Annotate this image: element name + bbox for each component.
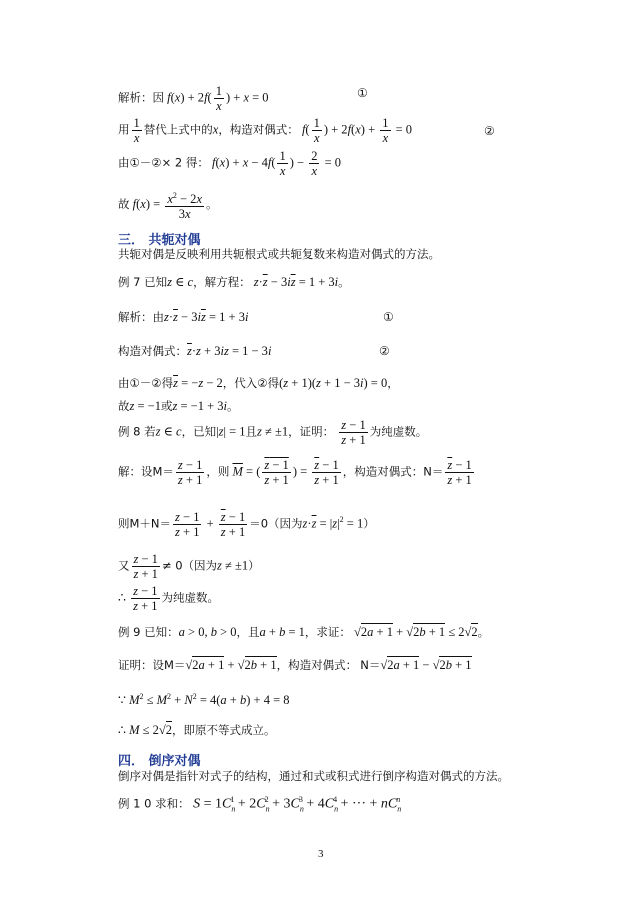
section-4-heading: 四． 倒序对偶 [118, 754, 201, 769]
example-7-statement: 例 7 已知z ∈ c，解方程： $z\cdot\overline{z} - 3i\overline{z} = 1 + 3i$。 [118, 275, 350, 289]
example-9-statement: 例 9 已知：a > 0, b > 0，且a + b = 1，求证： √2a + 1 + √2b + 1 ≤ 2√2。 [118, 625, 490, 639]
example-7-derivation: 由①－②得$\overline{z} = -z - 2$，代入②得(z + 1)(z + 1 − 3i) = 0， [118, 376, 399, 390]
example-7-solution: 解析：由$z\cdot\overline{z} - 3i\overline{z} = 1 + 3i$ [118, 310, 249, 324]
example-8-nonzero: 又 $\frac{z - 1}{z + 1}$ ≠ 0（因为z ≠ ±1） [118, 552, 260, 581]
page-number: 3 [318, 848, 324, 860]
example-7-dual: 构造对偶式：$\overline{z}\cdot z + 3iz = 1 - 3i$ [118, 344, 272, 358]
section-3-description: 共轭对偶是反映利用共轭根式或共轭复数来构造对偶式的方法。 [118, 247, 440, 261]
example-8-solution: 解：设M＝ $\frac{z - 1}{z + 1}$ ，则 $\overline{M}$ = ( $\frac{z - 1}{z + 1}$ ) = $\frac{\overline{z} - 1}{\overline{z} + 1}$ ，构造对偶式：N＝ $\frac{\overline{z} - 1}{\overline{z} + 1}$ [118, 458, 472, 487]
equation-marker-ex7-1: ① [383, 310, 394, 324]
equation-marker-2: ② [484, 124, 495, 138]
equation-marker-1: ① [357, 86, 368, 100]
solution-line-2: 用 $\frac{1}{x}$ 替代上式中的x，构造对偶式： f( $\frac{1}{x}$ ) + 2f(x) + $\frac{1}{x}$ = 0 [118, 116, 413, 145]
example-9-inequality: ∵ $M^2 \le M^2 + N^2 = 4(a + b) + 4 = 8$ [118, 692, 290, 708]
section-4-description: 倒序对偶是指针对式子的结构，通过和式或积式进行倒序构造对偶式的方法。 [118, 769, 509, 783]
example-8-conclusion: ∴ $\frac{z - 1}{z + 1}$ 为纯虚数。 [118, 584, 220, 613]
example-9-proof: 证明：设M＝√2a + 1 + √2b + 1，构造对偶式： N＝√2a + 1 − √2b + 1 [118, 658, 472, 672]
equation-marker-ex7-2: ② [379, 344, 390, 358]
solution-line-1: 解析：因 f(x) + 2f( $\frac{1}{x}$ ) + x = 0 [118, 84, 269, 113]
example-7-answer: 故z = −1或z = −1 + 3i。 [118, 399, 239, 413]
solution-line-3: 由①－②× 2 得： f(x) + x − 4f( $\frac{1}{x}$ ) − $\frac{2}{x}$ = 0 [118, 149, 342, 178]
example-8-sum: 则M＋N＝ $\frac{z - 1}{z + 1}$ + $\frac{\overline{z} - 1}{\overline{z} + 1}$ ＝0（因为$z\cdot\overline{z} = |z|^2 = 1$） [118, 510, 375, 539]
section-3-heading: 三． 共轭对偶 [118, 233, 201, 248]
example-8-statement: 例 8 若z ∈ c，已知|z| = 1且z ≠ ±1，证明： $\frac{z - 1}{z + 1}$ 为纯虚数。 [118, 418, 428, 447]
example-10-statement: 例 1 0 求和： $S = 1C_n^1 + 2C_n^2 + 3C_n^3 + 4C_n^4$ + ··· + $nC_n^n$ [118, 795, 402, 814]
example-9-conclusion: ∴ M ≤ 2√2，即原不等式成立。 [118, 723, 276, 737]
solution-line-4: 故 f(x) = $\frac{x^2 - 2x}{3x}$ 。 [118, 191, 218, 222]
